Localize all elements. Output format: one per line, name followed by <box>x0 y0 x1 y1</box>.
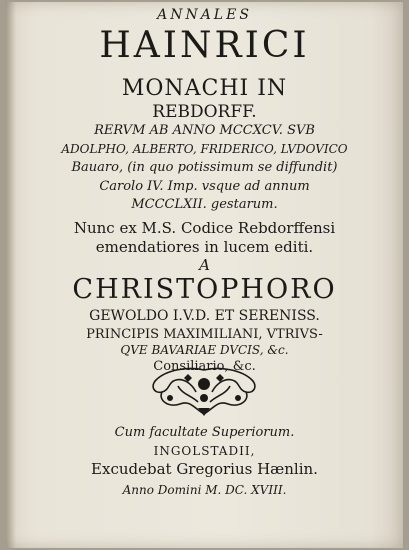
monachi-line: MONACHI IN <box>121 76 288 101</box>
annales-line: ANNALES <box>157 7 252 23</box>
cum-facultate-line: Cum facultate Superiorum. <box>114 425 295 440</box>
a-line: A <box>199 256 210 274</box>
rebdorff-line: REBDORFF. <box>152 102 257 122</box>
carolo-line: Carolo IV. Imp. vsque ad annum <box>99 179 310 194</box>
emendatiores-line: emendatiores in lucem editi. <box>95 238 314 256</box>
excudebat-line: Excudebat Gregorius Hænlin. <box>91 460 318 478</box>
gewoldo-line: GEWOLDO I.V.D. ET SERENISS. <box>89 308 320 324</box>
christophoro-line: CHRISTOPHORO <box>72 274 337 305</box>
que-bavariae-line: QVE BAVARIAE DVCIS, &c. <box>120 343 289 357</box>
anno-domini-line: Anno Domini M. DC. XVIII. <box>122 483 287 497</box>
rerum-line: RERVM AB ANNO MCCXCV. SVB <box>94 123 315 138</box>
adolpho-line: ADOLPHO, ALBERTO, FRIDERICO, LVDOVICO <box>61 142 348 156</box>
principis-line: PRINCIPIS MAXIMILIANI, VTRIVS- <box>86 327 323 342</box>
nunc-line: Nunc ex M.S. Codice Rebdorffensi <box>73 219 336 237</box>
bauaro-line: Bauaro, (in quo potissimum se diffundit) <box>71 160 338 175</box>
ingolstadii-line: INGOLSTADII, <box>153 444 256 458</box>
mccclxii-line: MCCCLXII. gestarum. <box>131 197 278 212</box>
consiliario-line: Consiliario, &c. <box>153 359 256 374</box>
hainrici-title: HAINRICI <box>99 25 310 66</box>
